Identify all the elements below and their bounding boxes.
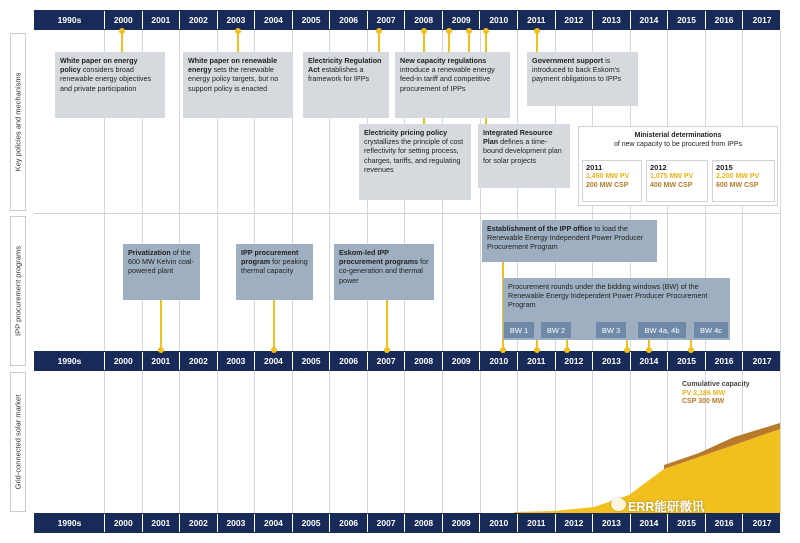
year-cell-2010: 2010 — [481, 514, 519, 532]
policy-card-electricity-regulation — [303, 52, 389, 118]
ministerial-pv: 1,075 MW PV — [650, 173, 694, 180]
year-cell-2002: 2002 — [180, 514, 218, 532]
year-cell-2007: 2007 — [368, 352, 406, 370]
program-card-text: for co-generation and thermal power — [339, 257, 429, 285]
year-cell-2016: 2016 — [706, 514, 744, 532]
year-cell-2015: 2015 — [668, 11, 706, 29]
cumulative-capacity-chart — [34, 371, 780, 513]
bidding-window-label: BW 2 — [546, 325, 566, 335]
cumulative-title: Cumulative capacity — [682, 381, 750, 388]
policy-card-white-paper-renewable — [183, 52, 293, 118]
program-card-text: of the 600 MW Kelvin coal-powered plant — [128, 248, 194, 276]
year-bar-top — [34, 10, 780, 30]
program-card-ipp-office — [482, 220, 657, 262]
year-cell-2014: 2014 — [631, 352, 669, 370]
year-cell-2015: 2015 — [668, 514, 706, 532]
year-cell-2011: 2011 — [518, 514, 556, 532]
bidding-window-label: BW 4a, 4b — [644, 325, 680, 335]
bidding-window-label: BW 3 — [601, 325, 621, 335]
year-cell-2012: 2012 — [556, 514, 594, 532]
marker-line — [160, 300, 162, 352]
policy-card-text: introduce a renewable energy feed-in tariff and competitive procurement of IPPs — [400, 65, 495, 93]
policy-card-bold: Electricity Regulation Act — [308, 56, 382, 75]
year-cell-2008: 2008 — [405, 11, 443, 29]
year-cell-2007: 2007 — [368, 514, 406, 532]
program-card-bold: Privatization — [128, 248, 171, 257]
year-cell-2015: 2015 — [668, 352, 706, 370]
year-cell-2002: 2002 — [180, 352, 218, 370]
year-cell-1990s: 1990s — [35, 514, 105, 532]
section-divider — [34, 213, 780, 214]
year-cell-2011: 2011 — [518, 11, 556, 29]
year-cell-2009: 2009 — [443, 352, 481, 370]
cumulative-csp: CSP 300 MW — [682, 398, 725, 405]
year-cell-2001: 2001 — [143, 514, 181, 532]
programs-section-text: IPP procurement programs — [13, 246, 23, 336]
ministerial-title-rest: of new capacity to be procured from IPPs — [613, 141, 742, 148]
year-cell-2000: 2000 — [105, 514, 143, 532]
policies-section-text: Key policies and mechanisms — [13, 72, 23, 172]
bidding-window-4c — [694, 322, 728, 338]
marker-dot — [376, 28, 382, 34]
year-cell-2006: 2006 — [330, 514, 368, 532]
program-card-bold: Establishment of the IPP office — [487, 224, 593, 233]
wechat-icon — [611, 498, 626, 511]
ministerial-2012 — [646, 160, 708, 202]
year-cell-2004: 2004 — [255, 352, 293, 370]
program-card-privatization — [123, 244, 200, 300]
watermark: ERR能研微讯 — [628, 500, 705, 514]
marker-dot — [446, 28, 452, 34]
bidding-window-3 — [596, 322, 626, 338]
policy-card-electricity-pricing — [359, 124, 471, 200]
bidding-window-label: BW 4c — [699, 325, 723, 335]
policy-card-text: sets the renewable energy policy targets, but no support policy is enacted — [188, 65, 279, 93]
policy-card-bold: Government support — [532, 56, 604, 65]
year-cell-2017: 2017 — [752, 356, 772, 366]
ministerial-title — [579, 131, 777, 149]
marker-dot — [624, 347, 630, 353]
year-cell-2017: 2017 — [752, 15, 772, 25]
marker-dot — [384, 347, 390, 353]
gridline — [780, 30, 781, 513]
year-cell-2006: 2006 — [330, 11, 368, 29]
year-bar-middle — [34, 351, 780, 371]
year-cell-2014: 2014 — [631, 11, 669, 29]
year-bar-bottom — [34, 513, 780, 533]
year-cell-2006: 2006 — [330, 352, 368, 370]
program-card-eskom-led — [334, 244, 434, 300]
ministerial-csp: 400 MW CSP — [650, 182, 693, 189]
marker-dot — [421, 28, 427, 34]
year-cell-2012: 2012 — [556, 352, 594, 370]
policy-card-white-paper-energy — [55, 52, 165, 118]
marker-dot — [483, 28, 489, 34]
year-cell-2007: 2007 — [368, 11, 406, 29]
programs-section-label — [10, 216, 26, 366]
cumulative-pv: PV 2,186 MW — [682, 389, 726, 397]
bidding-window-4ab — [638, 322, 686, 338]
marker-dot — [534, 347, 540, 353]
year-cell-2013: 2013 — [593, 514, 631, 532]
year-cell-2008: 2008 — [405, 514, 443, 532]
marker-dot — [500, 347, 506, 353]
policy-card-text: establishes a framework for IPPs — [308, 65, 370, 84]
policy-card-bold: Electricity pricing policy — [364, 128, 448, 137]
market-section-label — [10, 372, 26, 512]
year-cell-2004: 2004 — [255, 514, 293, 532]
year-cell-2016: 2016 — [706, 11, 744, 29]
ministerial-2011 — [582, 160, 642, 202]
year-cell-1990s: 1990s — [35, 352, 105, 370]
ministerial-year: 2012 — [650, 163, 667, 172]
ministerial-year: 2015 — [716, 163, 733, 172]
year-cell-2013: 2013 — [593, 352, 631, 370]
program-card-ipp-procurement — [236, 244, 313, 300]
year-cell-2005: 2005 — [293, 352, 331, 370]
policy-card-bold: White paper on energy policy — [60, 56, 138, 75]
marker-dot — [119, 28, 125, 34]
marker-dot — [466, 28, 472, 34]
ministerial-csp: 600 MW CSP — [716, 182, 759, 189]
year-cell-2012: 2012 — [556, 11, 594, 29]
policy-card-bold: White paper on renewable energy — [188, 56, 278, 75]
year-cell-2005: 2005 — [293, 514, 331, 532]
policy-card-government-support — [527, 52, 638, 106]
year-cell-2002: 2002 — [180, 11, 218, 29]
ministerial-2015 — [712, 160, 775, 202]
year-cell-2008: 2008 — [405, 352, 443, 370]
year-cell-2013: 2013 — [593, 11, 631, 29]
marker-dot — [271, 347, 277, 353]
year-cell-2014: 2014 — [631, 514, 669, 532]
bidding-window-1 — [504, 322, 534, 338]
program-card-text: Procurement rounds under the bidding windows (BW) of the Renewable Energy Independent Power Producer Procurement Program — [508, 282, 708, 310]
market-section-text: Grid-connected solar market — [13, 394, 23, 490]
year-cell-2004: 2004 — [255, 11, 293, 29]
policy-card-text: crystallizes the principle of cost reflectivity for setting process, charges, tariffs, and regulating revenues — [364, 137, 464, 174]
marker-line — [386, 300, 388, 352]
policy-card-bold: Integrated Resource Plan — [483, 128, 553, 147]
year-cell-2009: 2009 — [443, 514, 481, 532]
year-cell-2003: 2003 — [218, 514, 256, 532]
policy-card-text: defines a time-bound development plan for solar projects — [483, 137, 562, 165]
program-card-text: to load the Renewable Energy Independent Power Producer Procurement Program — [487, 224, 644, 252]
marker-dot — [688, 347, 694, 353]
policy-card-bold: New capacity regulations — [400, 56, 487, 65]
ministerial-year: 2011 — [586, 163, 603, 172]
year-cell-2011: 2011 — [518, 352, 556, 370]
ministerial-csp: 200 MW CSP — [586, 182, 629, 189]
bidding-window-2 — [541, 322, 571, 338]
policy-card-text: considers broad renewable energy objectives and private participation — [60, 65, 152, 93]
year-cell-2001: 2001 — [143, 352, 181, 370]
policy-card-new-capacity — [395, 52, 510, 118]
program-card-bold: Eskom-led IPP procurement programs — [339, 248, 419, 267]
year-cell-2009: 2009 — [443, 11, 481, 29]
bidding-window-label: BW 1 — [509, 325, 529, 335]
year-cell-2000: 2000 — [105, 11, 143, 29]
year-cell-1990s: 1990s — [35, 11, 105, 29]
cumulative-capacity-label — [682, 381, 752, 407]
marker-dot — [235, 28, 241, 34]
year-cell-2010: 2010 — [481, 352, 519, 370]
marker-dot — [564, 347, 570, 353]
policies-section-label — [10, 33, 26, 211]
program-card-bold: IPP procurement program — [241, 248, 299, 267]
year-cell-2003: 2003 — [218, 11, 256, 29]
ministerial-pv: 1,450 MW PV — [586, 173, 630, 180]
year-cell-2017: 2017 — [752, 518, 772, 528]
policy-card-integrated-resource-plan — [478, 124, 570, 188]
ministerial-determinations-panel — [578, 126, 778, 206]
year-cell-2000: 2000 — [105, 352, 143, 370]
program-card-text: for peaking thermal capacity — [241, 257, 308, 276]
marker-dot — [534, 28, 540, 34]
policy-card-text: is introduced to back Eskom's payment obligations to IPPs — [532, 56, 622, 84]
ministerial-title-bold: Ministerial determinations — [634, 132, 722, 139]
year-cell-2010: 2010 — [481, 11, 519, 29]
marker-line — [273, 300, 275, 352]
year-cell-2005: 2005 — [293, 11, 331, 29]
year-cell-2001: 2001 — [143, 11, 181, 29]
ministerial-pv: 2,200 MW PV — [716, 173, 760, 180]
year-cell-2003: 2003 — [218, 352, 256, 370]
year-cell-2016: 2016 — [706, 352, 744, 370]
